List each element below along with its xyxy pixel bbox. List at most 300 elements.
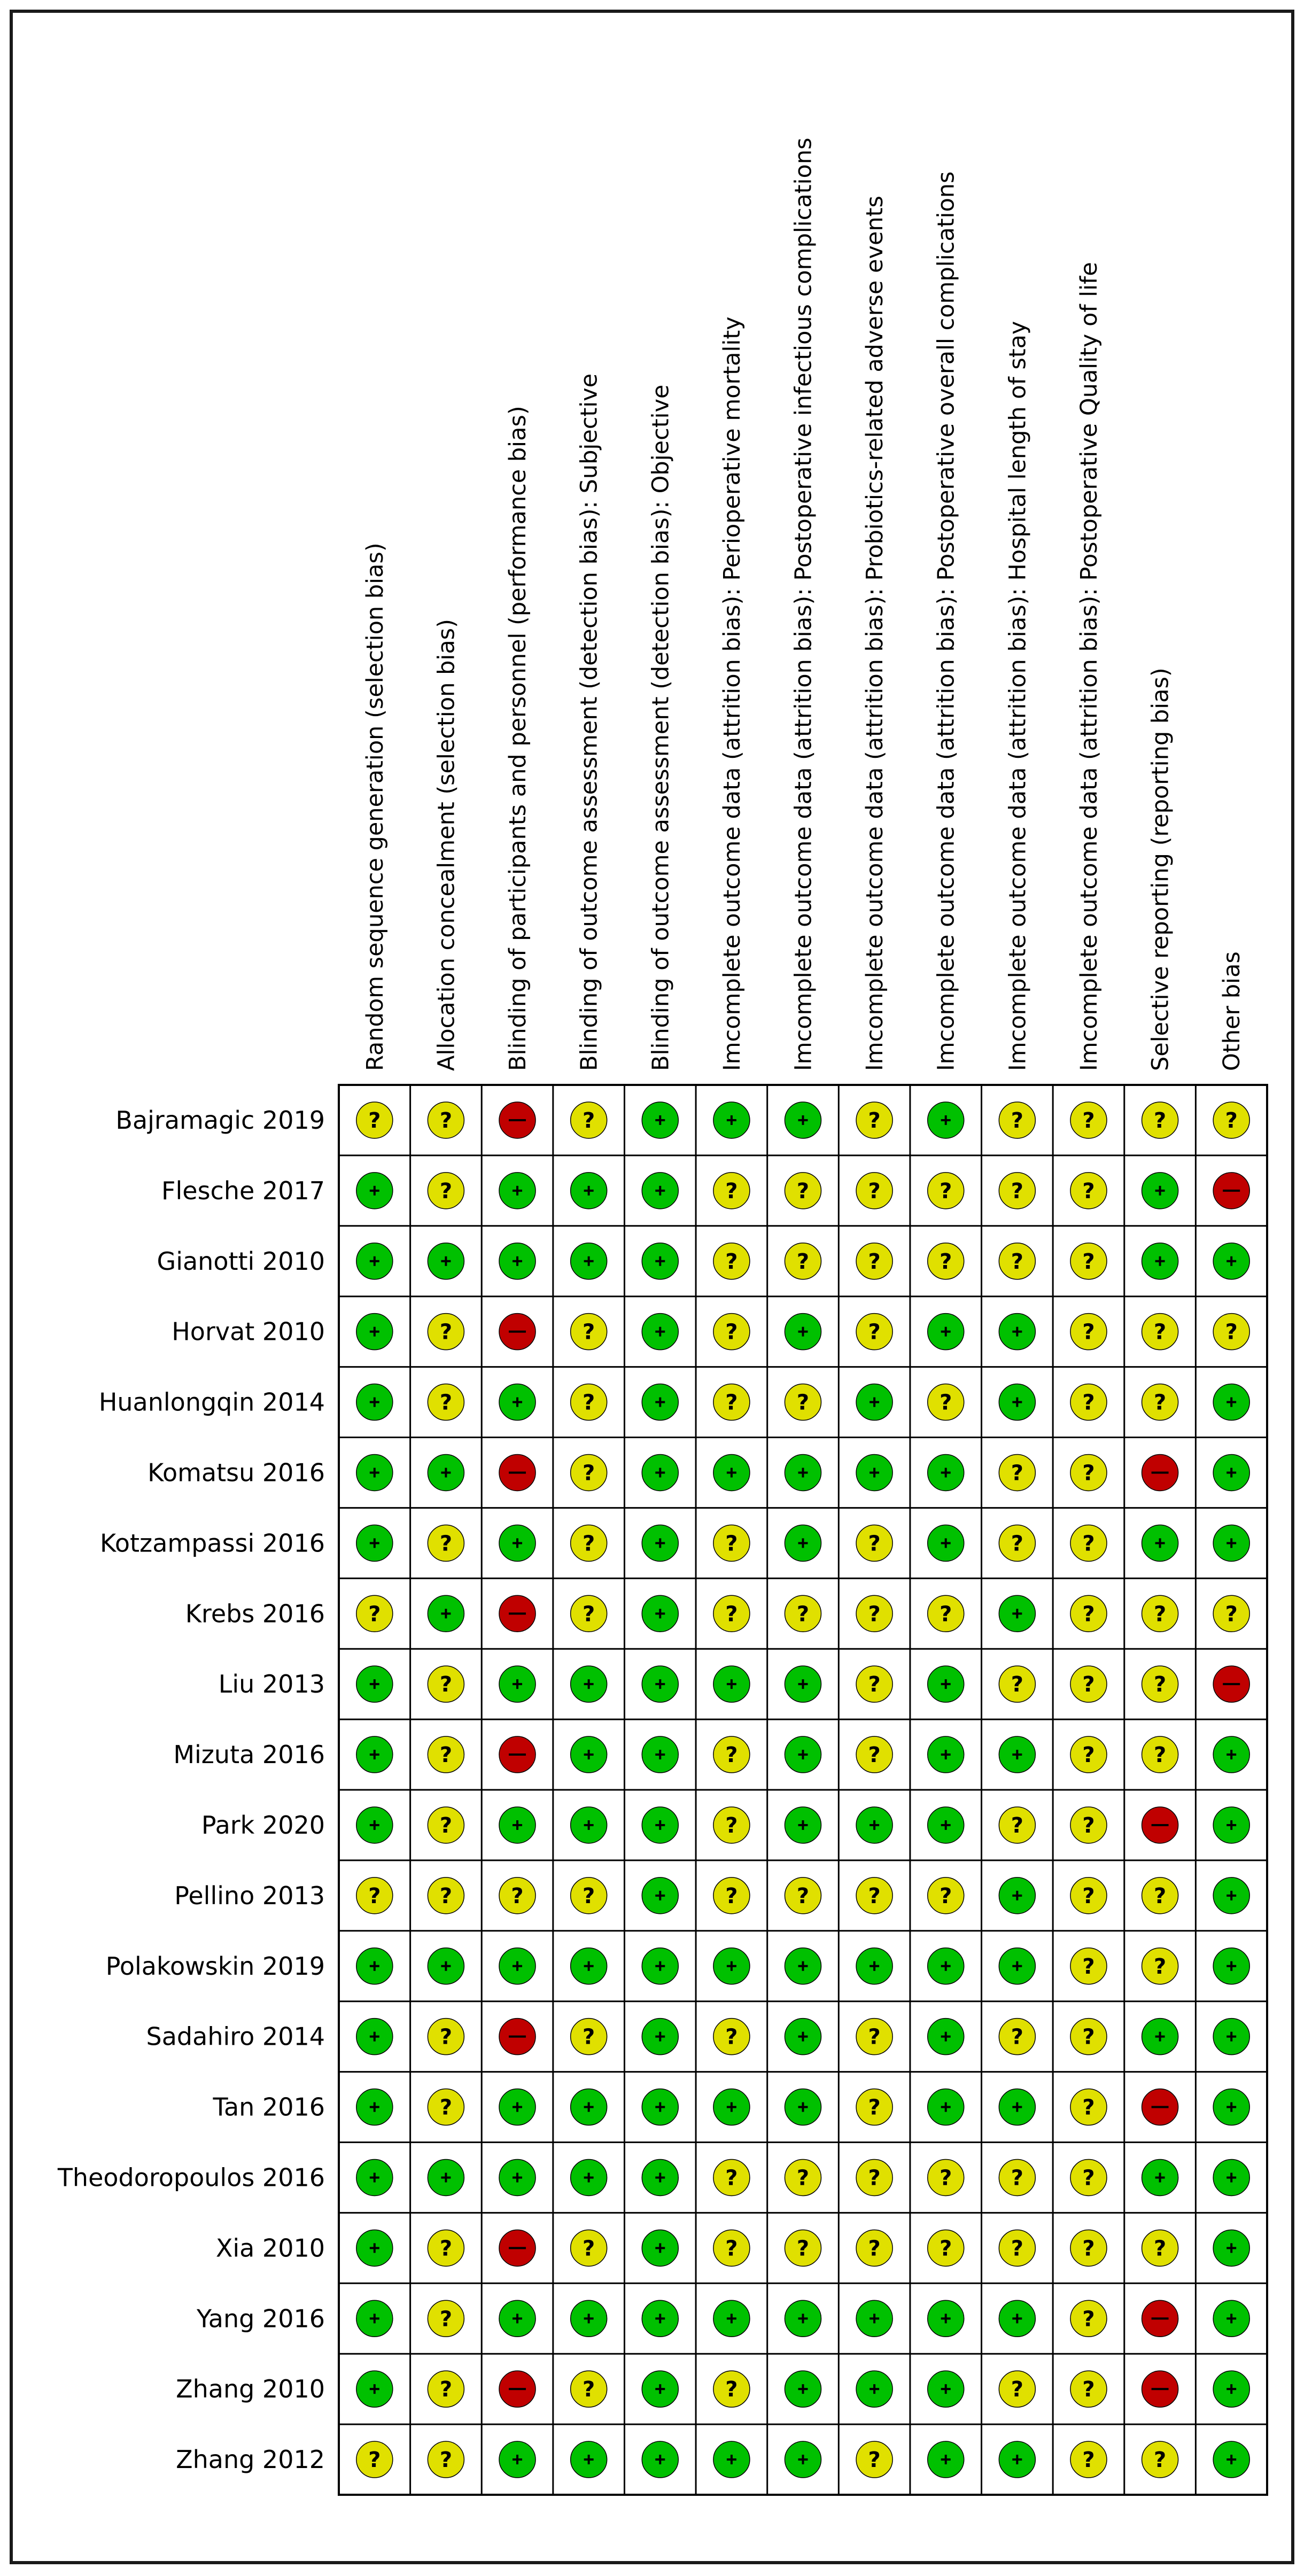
unclear-risk-icon xyxy=(928,1384,964,1421)
unclear-risk-icon xyxy=(713,1595,750,1632)
svg-text:?: ? xyxy=(725,1531,738,1556)
svg-text:?: ? xyxy=(1153,1108,1167,1133)
svg-text:?: ? xyxy=(868,1672,881,1697)
low-risk-icon xyxy=(642,2371,678,2407)
low-risk-icon xyxy=(356,1243,393,1279)
low-risk-icon xyxy=(428,1454,464,1491)
unclear-risk-icon xyxy=(856,1243,892,1279)
unclear-risk-icon xyxy=(999,1666,1035,1702)
low-risk-icon xyxy=(1213,2159,1249,2195)
low-risk-icon xyxy=(499,1807,535,1843)
low-risk-icon xyxy=(642,2159,678,2195)
low-risk-icon xyxy=(571,2159,607,2195)
svg-text:?: ? xyxy=(1082,1672,1095,1697)
svg-text:?: ? xyxy=(796,2236,810,2261)
study-label: Tan 2016 xyxy=(213,2092,325,2122)
unclear-risk-icon xyxy=(713,1736,750,1773)
svg-text:?: ? xyxy=(1011,2377,1023,2402)
svg-text:?: ? xyxy=(1082,1390,1095,1415)
unclear-risk-icon xyxy=(1142,2230,1178,2266)
study-label: Polakowskin 2019 xyxy=(105,1951,325,1981)
low-risk-icon xyxy=(571,1173,607,1209)
svg-text:?: ? xyxy=(1011,2236,1023,2261)
svg-text:?: ? xyxy=(1153,1954,1167,1979)
svg-text:?: ? xyxy=(1153,1743,1167,1768)
unclear-risk-icon xyxy=(928,2159,964,2195)
low-risk-icon xyxy=(713,1102,750,1138)
svg-text:?: ? xyxy=(940,1390,952,1415)
low-risk-icon xyxy=(928,1807,964,1843)
unclear-risk-icon xyxy=(856,2441,892,2478)
low-risk-icon xyxy=(999,1384,1035,1421)
low-risk-icon xyxy=(928,2019,964,2055)
unclear-risk-icon xyxy=(428,1173,464,1209)
svg-text:?: ? xyxy=(1082,1602,1095,1627)
unclear-risk-icon xyxy=(1070,1243,1107,1279)
unclear-risk-icon xyxy=(1070,1736,1107,1773)
low-risk-icon xyxy=(1213,1243,1249,1279)
unclear-risk-icon xyxy=(1070,1314,1107,1350)
low-risk-icon xyxy=(642,2230,678,2266)
svg-text:?: ? xyxy=(725,1602,738,1627)
svg-text:?: ? xyxy=(868,2448,881,2473)
svg-text:?: ? xyxy=(940,2236,952,2261)
unclear-risk-icon xyxy=(1142,1877,1178,1914)
high-risk-icon xyxy=(499,2230,535,2266)
unclear-risk-icon xyxy=(428,1807,464,1843)
svg-text:?: ? xyxy=(439,1743,453,1768)
low-risk-icon xyxy=(356,2159,393,2195)
study-label: Bajramagic 2019 xyxy=(115,1105,325,1135)
svg-text:?: ? xyxy=(1082,1743,1095,1768)
high-risk-icon xyxy=(1213,1666,1249,1702)
low-risk-icon xyxy=(1213,1877,1249,1914)
svg-text:?: ? xyxy=(583,1390,595,1415)
low-risk-icon xyxy=(928,1948,964,1984)
low-risk-icon xyxy=(1213,2230,1249,2266)
unclear-risk-icon xyxy=(1213,1314,1249,1350)
study-label: Krebs 2016 xyxy=(185,1599,325,1628)
unclear-risk-icon xyxy=(856,2159,892,2195)
svg-text:?: ? xyxy=(868,2095,881,2120)
unclear-risk-icon xyxy=(1070,1666,1107,1702)
unclear-risk-icon xyxy=(713,2019,750,2055)
low-risk-icon xyxy=(856,1384,892,1421)
low-risk-icon xyxy=(642,1948,678,1984)
svg-text:?: ? xyxy=(439,2095,453,2120)
svg-text:?: ? xyxy=(796,1390,810,1415)
low-risk-icon xyxy=(428,2159,464,2195)
svg-text:?: ? xyxy=(439,1390,453,1415)
low-risk-icon xyxy=(1142,2159,1178,2195)
unclear-risk-icon xyxy=(856,2019,892,2055)
low-risk-icon xyxy=(642,2089,678,2125)
low-risk-icon xyxy=(356,2300,393,2337)
high-risk-icon xyxy=(499,1102,535,1138)
unclear-risk-icon xyxy=(1142,1102,1178,1138)
svg-text:?: ? xyxy=(439,2236,453,2261)
unclear-risk-icon xyxy=(1213,1102,1249,1138)
low-risk-icon xyxy=(785,1807,821,1843)
unclear-risk-icon xyxy=(571,1102,607,1138)
svg-text:?: ? xyxy=(1082,1108,1095,1133)
column-headers xyxy=(362,137,1245,1071)
high-risk-icon xyxy=(1142,2300,1178,2337)
unclear-risk-icon xyxy=(1142,1384,1178,1421)
unclear-risk-icon xyxy=(428,1384,464,1421)
unclear-risk-icon xyxy=(1142,1666,1178,1702)
unclear-risk-icon xyxy=(999,2019,1035,2055)
unclear-risk-icon xyxy=(999,1173,1035,1209)
low-risk-icon xyxy=(999,1877,1035,1914)
svg-text:?: ? xyxy=(868,1320,881,1345)
unclear-risk-icon xyxy=(999,2230,1035,2266)
low-risk-icon xyxy=(642,1243,678,1279)
low-risk-icon xyxy=(1213,2441,1249,2478)
svg-text:?: ? xyxy=(439,1178,453,1204)
unclear-risk-icon xyxy=(571,1384,607,1421)
svg-text:?: ? xyxy=(583,1461,595,1486)
svg-text:?: ? xyxy=(725,2377,738,2402)
svg-text:?: ? xyxy=(1153,1602,1167,1627)
unclear-risk-icon xyxy=(499,1877,535,1914)
svg-text:?: ? xyxy=(940,2166,952,2191)
low-risk-icon xyxy=(642,1454,678,1491)
study-label: Zhang 2010 xyxy=(176,2375,325,2404)
unclear-risk-icon xyxy=(1070,2371,1107,2407)
svg-text:?: ? xyxy=(1153,1320,1167,1345)
unclear-risk-icon xyxy=(785,1243,821,1279)
unclear-risk-icon xyxy=(356,1102,393,1138)
unclear-risk-icon xyxy=(1070,2441,1107,2478)
low-risk-icon xyxy=(1213,2089,1249,2125)
unclear-risk-icon xyxy=(1070,1525,1107,1561)
low-risk-icon xyxy=(785,1948,821,1984)
svg-text:?: ? xyxy=(1011,2024,1023,2050)
unclear-risk-icon xyxy=(785,1384,821,1421)
unclear-risk-icon xyxy=(571,1595,607,1632)
low-risk-icon xyxy=(356,1525,393,1561)
low-risk-icon xyxy=(1213,1454,1249,1491)
low-risk-icon xyxy=(642,1807,678,1843)
unclear-risk-icon xyxy=(785,2230,821,2266)
low-risk-icon xyxy=(642,1314,678,1350)
low-risk-icon xyxy=(356,1314,393,1350)
low-risk-icon xyxy=(642,1525,678,1561)
svg-text:?: ? xyxy=(583,2236,595,2261)
low-risk-icon xyxy=(499,1384,535,1421)
high-risk-icon xyxy=(1142,1807,1178,1843)
svg-text:?: ? xyxy=(1082,2236,1095,2261)
low-risk-icon xyxy=(856,1807,892,1843)
low-risk-icon xyxy=(1213,1525,1249,1561)
svg-text:?: ? xyxy=(796,1883,810,1908)
unclear-risk-icon xyxy=(713,1384,750,1421)
svg-text:?: ? xyxy=(1082,2166,1095,2191)
svg-text:?: ? xyxy=(940,1178,952,1204)
low-risk-icon xyxy=(1142,1173,1178,1209)
study-label: Sadahiro 2014 xyxy=(146,2022,325,2051)
low-risk-icon xyxy=(928,1525,964,1561)
unclear-risk-icon xyxy=(1142,1314,1178,1350)
low-risk-icon xyxy=(571,1666,607,1702)
unclear-risk-icon xyxy=(1142,1948,1178,1984)
svg-text:?: ? xyxy=(868,2024,881,2050)
unclear-risk-icon xyxy=(713,2371,750,2407)
low-risk-icon xyxy=(928,2300,964,2337)
low-risk-icon xyxy=(928,2441,964,2478)
high-risk-icon xyxy=(499,2371,535,2407)
unclear-risk-icon xyxy=(1070,1807,1107,1843)
svg-text:?: ? xyxy=(868,1178,881,1204)
unclear-risk-icon xyxy=(713,1173,750,1209)
low-risk-icon xyxy=(642,2300,678,2337)
low-risk-icon xyxy=(785,2089,821,2125)
svg-text:?: ? xyxy=(1225,1320,1238,1345)
svg-text:?: ? xyxy=(1011,1249,1023,1274)
low-risk-icon xyxy=(928,1314,964,1350)
svg-text:?: ? xyxy=(1082,2377,1095,2402)
unclear-risk-icon xyxy=(1213,1595,1249,1632)
low-risk-icon xyxy=(785,1454,821,1491)
study-label: Zhang 2012 xyxy=(176,2445,325,2474)
svg-text:?: ? xyxy=(725,1390,738,1415)
svg-text:?: ? xyxy=(868,1531,881,1556)
svg-text:?: ? xyxy=(439,2448,453,2473)
low-risk-icon xyxy=(999,1314,1035,1350)
unclear-risk-icon xyxy=(713,1807,750,1843)
svg-text:?: ? xyxy=(868,1249,881,1274)
unclear-risk-icon xyxy=(856,1595,892,1632)
low-risk-icon xyxy=(356,2230,393,2266)
low-risk-icon xyxy=(785,2441,821,2478)
unclear-risk-icon xyxy=(571,1877,607,1914)
svg-text:?: ? xyxy=(1153,1672,1167,1697)
unclear-risk-icon xyxy=(856,1314,892,1350)
low-risk-icon xyxy=(999,2300,1035,2337)
svg-text:?: ? xyxy=(583,1883,595,1908)
svg-text:?: ? xyxy=(1011,1178,1023,1204)
low-risk-icon xyxy=(1213,2371,1249,2407)
unclear-risk-icon xyxy=(999,1807,1035,1843)
study-label: Yang 2016 xyxy=(197,2304,325,2333)
svg-text:?: ? xyxy=(796,2166,810,2191)
svg-text:?: ? xyxy=(439,1531,453,1556)
low-risk-icon xyxy=(713,1666,750,1702)
svg-text:?: ? xyxy=(868,1883,881,1908)
low-risk-icon xyxy=(928,2371,964,2407)
low-risk-icon xyxy=(1142,1243,1178,1279)
low-risk-icon xyxy=(999,1595,1035,1632)
low-risk-icon xyxy=(785,1314,821,1350)
unclear-risk-icon xyxy=(856,1102,892,1138)
column-header: Other bias xyxy=(1218,951,1246,1071)
low-risk-icon xyxy=(999,2441,1035,2478)
low-risk-icon xyxy=(571,2300,607,2337)
unclear-risk-icon xyxy=(571,1454,607,1491)
low-risk-icon xyxy=(713,1454,750,1491)
svg-text:?: ? xyxy=(1225,1602,1238,1627)
high-risk-icon xyxy=(499,1595,535,1632)
column-header: Imcomplete outcome data (attrition bias): Hospital length of stay xyxy=(1004,321,1031,1071)
svg-text:?: ? xyxy=(725,1813,738,1838)
low-risk-icon xyxy=(356,1454,393,1491)
study-label: Mizuta 2016 xyxy=(173,1740,325,1770)
unclear-risk-icon xyxy=(1142,1595,1178,1632)
unclear-risk-icon xyxy=(1070,1384,1107,1421)
low-risk-icon xyxy=(499,1948,535,1984)
unclear-risk-icon xyxy=(1070,2089,1107,2125)
unclear-risk-icon xyxy=(928,1173,964,1209)
column-header: Selective reporting (reporting bias) xyxy=(1147,668,1174,1071)
svg-text:?: ? xyxy=(1011,1531,1023,1556)
low-risk-icon xyxy=(642,2441,678,2478)
study-label: Kotzampassi 2016 xyxy=(100,1528,325,1558)
svg-text:?: ? xyxy=(439,1813,453,1838)
unclear-risk-icon xyxy=(856,1173,892,1209)
unclear-risk-icon xyxy=(713,1525,750,1561)
unclear-risk-icon xyxy=(856,2230,892,2266)
svg-text:?: ? xyxy=(1011,1108,1023,1133)
unclear-risk-icon xyxy=(713,1877,750,1914)
svg-text:?: ? xyxy=(725,1743,738,1768)
svg-text:?: ? xyxy=(868,2166,881,2191)
svg-text:?: ? xyxy=(583,1320,595,1345)
low-risk-icon xyxy=(499,1525,535,1561)
svg-text:?: ? xyxy=(1011,2166,1023,2191)
svg-text:?: ? xyxy=(439,1883,453,1908)
unclear-risk-icon xyxy=(428,1314,464,1350)
unclear-risk-icon xyxy=(356,1595,393,1632)
svg-text:?: ? xyxy=(439,2377,453,2402)
high-risk-icon xyxy=(499,1736,535,1773)
low-risk-icon xyxy=(499,1243,535,1279)
svg-text:?: ? xyxy=(940,1883,952,1908)
svg-text:?: ? xyxy=(868,1602,881,1627)
unclear-risk-icon xyxy=(571,2371,607,2407)
unclear-risk-icon xyxy=(785,1173,821,1209)
low-risk-icon xyxy=(785,2019,821,2055)
study-label: Flesche 2017 xyxy=(161,1176,325,1205)
svg-text:?: ? xyxy=(725,2024,738,2050)
unclear-risk-icon xyxy=(356,1877,393,1914)
low-risk-icon xyxy=(1213,2019,1249,2055)
low-risk-icon xyxy=(642,1102,678,1138)
high-risk-icon xyxy=(499,1314,535,1350)
svg-text:?: ? xyxy=(940,1249,952,1274)
svg-text:?: ? xyxy=(1082,2307,1095,2332)
unclear-risk-icon xyxy=(1142,2441,1178,2478)
svg-text:?: ? xyxy=(868,1108,881,1133)
low-risk-icon xyxy=(856,2300,892,2337)
low-risk-icon xyxy=(571,1948,607,1984)
low-risk-icon xyxy=(928,2089,964,2125)
unclear-risk-icon xyxy=(856,1525,892,1561)
low-risk-icon xyxy=(713,2441,750,2478)
unclear-risk-icon xyxy=(999,2159,1035,2195)
svg-text:?: ? xyxy=(1011,1461,1023,1486)
low-risk-icon xyxy=(713,2300,750,2337)
svg-text:?: ? xyxy=(1082,1954,1095,1979)
svg-text:?: ? xyxy=(940,1602,952,1627)
svg-text:?: ? xyxy=(368,1602,381,1627)
low-risk-icon xyxy=(856,2371,892,2407)
unclear-risk-icon xyxy=(1070,2230,1107,2266)
unclear-risk-icon xyxy=(428,2019,464,2055)
unclear-risk-icon xyxy=(999,1102,1035,1138)
column-header: Imcomplete outcome data (attrition bias): Postoperative overall complications xyxy=(933,171,960,1071)
study-label: Liu 2013 xyxy=(218,1670,325,1699)
study-label: Xia 2010 xyxy=(215,2233,325,2263)
low-risk-icon xyxy=(499,2089,535,2125)
svg-text:?: ? xyxy=(583,1108,595,1133)
unclear-risk-icon xyxy=(1070,1173,1107,1209)
unclear-risk-icon xyxy=(856,1877,892,1914)
unclear-risk-icon xyxy=(713,1243,750,1279)
unclear-risk-icon xyxy=(571,1314,607,1350)
low-risk-icon xyxy=(785,1102,821,1138)
low-risk-icon xyxy=(571,1807,607,1843)
svg-text:?: ? xyxy=(368,1883,381,1908)
column-header: Blinding of outcome assessment (detection bias): Subjective xyxy=(576,373,603,1071)
svg-text:?: ? xyxy=(1153,1883,1167,1908)
high-risk-icon xyxy=(499,2019,535,2055)
unclear-risk-icon xyxy=(856,1666,892,1702)
unclear-risk-icon xyxy=(571,2230,607,2266)
low-risk-icon xyxy=(642,1736,678,1773)
svg-text:?: ? xyxy=(583,1531,595,1556)
low-risk-icon xyxy=(499,2300,535,2337)
unclear-risk-icon xyxy=(571,2019,607,2055)
svg-text:?: ? xyxy=(1225,1108,1238,1133)
unclear-risk-icon xyxy=(428,2089,464,2125)
low-risk-icon xyxy=(428,1243,464,1279)
column-header: Imcomplete outcome data (attrition bias): Postoperative Quality of life xyxy=(1075,262,1103,1071)
svg-text:?: ? xyxy=(1011,1813,1023,1838)
low-risk-icon xyxy=(356,1736,393,1773)
svg-text:?: ? xyxy=(868,2236,881,2261)
svg-text:?: ? xyxy=(725,1178,738,1204)
high-risk-icon xyxy=(499,1454,535,1491)
unclear-risk-icon xyxy=(1070,1102,1107,1138)
svg-text:?: ? xyxy=(439,1108,453,1133)
svg-text:?: ? xyxy=(796,1178,810,1204)
low-risk-icon xyxy=(1213,1736,1249,1773)
low-risk-icon xyxy=(856,1454,892,1491)
unclear-risk-icon xyxy=(1070,1595,1107,1632)
column-header: Random sequence generation (selection bias) xyxy=(361,542,389,1071)
unclear-risk-icon xyxy=(713,2230,750,2266)
unclear-risk-icon xyxy=(428,2230,464,2266)
svg-text:?: ? xyxy=(1153,1390,1167,1415)
low-risk-icon xyxy=(356,2019,393,2055)
svg-text:?: ? xyxy=(1082,1531,1095,1556)
unclear-risk-icon xyxy=(928,1595,964,1632)
low-risk-icon xyxy=(571,2441,607,2478)
svg-text:?: ? xyxy=(1153,2236,1167,2261)
svg-text:?: ? xyxy=(1082,2448,1095,2473)
low-risk-icon xyxy=(356,1384,393,1421)
svg-text:?: ? xyxy=(1082,1249,1095,1274)
unclear-risk-icon xyxy=(856,1736,892,1773)
unclear-risk-icon xyxy=(1070,2019,1107,2055)
unclear-risk-icon xyxy=(999,1454,1035,1491)
svg-text:?: ? xyxy=(368,2448,381,2473)
svg-text:?: ? xyxy=(725,1320,738,1345)
low-risk-icon xyxy=(928,1666,964,1702)
low-risk-icon xyxy=(785,1525,821,1561)
svg-text:?: ? xyxy=(1082,1883,1095,1908)
